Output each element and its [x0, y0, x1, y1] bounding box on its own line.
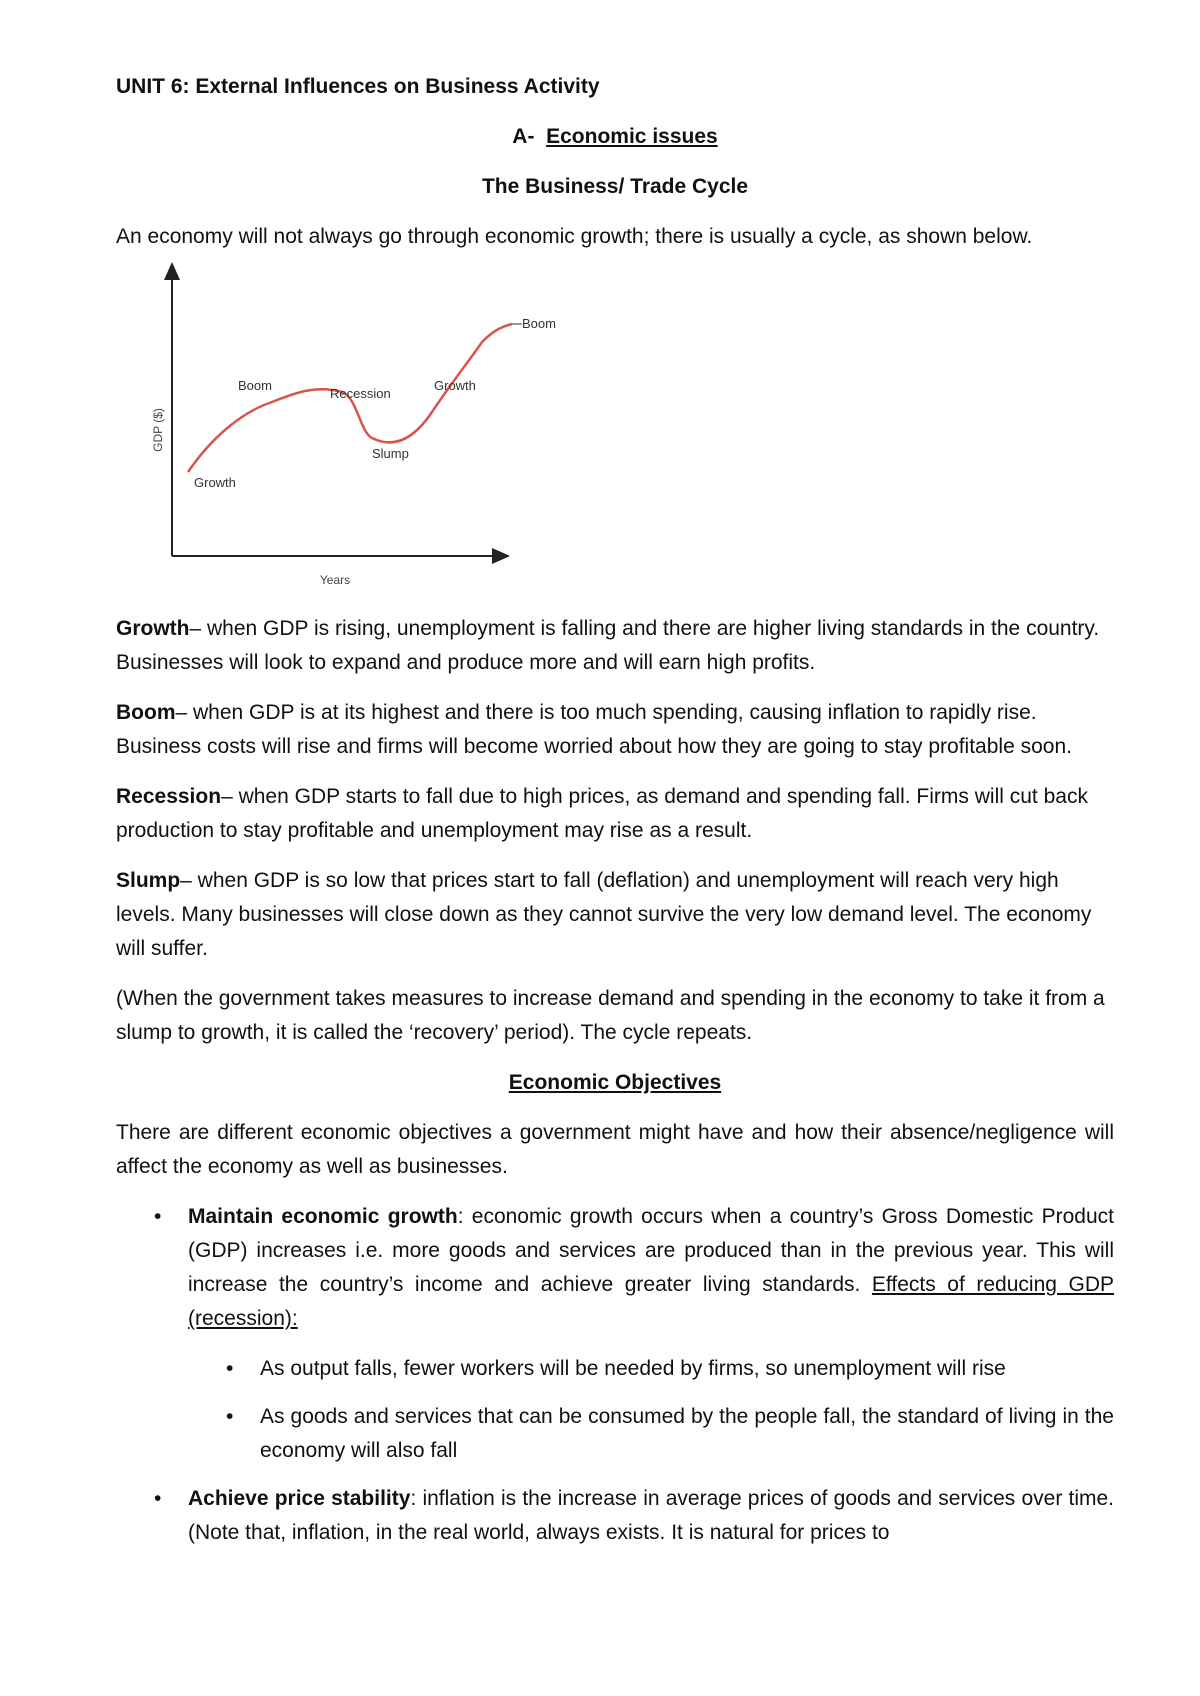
objectives-list [116, 1200, 1114, 1550]
definition-term: Recession [116, 785, 222, 808]
intro-text: An economy will not always go through economic growth; there is usually a cycle, as shown below. [116, 225, 1033, 248]
section-title: Economic issues [546, 125, 718, 148]
objective-subpoint: • As output falls, fewer workers will be needed by firms, so unemployment will rise [116, 1352, 1114, 1386]
objective-title: Maintain economic growth [188, 1205, 458, 1228]
phase-label-growth-2: Growth [434, 378, 476, 393]
definition-boom [116, 696, 1114, 764]
definition-text: – when GDP starts to fall due to high prices, as demand and spending fall. Firms will cut back production to stay profitable and unemployment may rise as a result. [116, 785, 1088, 842]
definition-term: Slump [116, 869, 181, 892]
objective-item [116, 1482, 1114, 1550]
section-heading [116, 120, 1114, 154]
recovery-note: (When the government takes measures to increase demand and spending in the economy to take it from a slump to growth, it is called the ‘recovery’ period). The cycle repeats. [116, 987, 1105, 1044]
objectives-intro: There are different economic objectives a government might have and how their absence/negligence will affect the economy as well as businesses. [116, 1121, 1114, 1178]
cycle-heading: The Business/ Trade Cycle [481, 175, 749, 198]
definition-term: Boom [116, 701, 176, 724]
objective-text: : inflation is the increase in average prices of goods and services over time. (Note that, inflation, in the real world, always exists. It is natural for prices to [188, 1487, 1114, 1544]
phase-label-growth-1: Growth [194, 475, 236, 490]
definition-text: – when GDP is rising, unemployment is falling and there are higher living standards in the country. Businesses will look to expand and produce more and will earn high profits. [116, 617, 1100, 674]
definition-term: Growth [116, 617, 190, 640]
phase-label-recession: Recession [330, 386, 391, 401]
definition-text: – when GDP is so low that prices start to fall (deflation) and unemployment will reach very high levels. Many businesses will close down as they cannot survive the very low demand level. The economy will suffer. [116, 869, 1092, 960]
objective-item [116, 1200, 1114, 1336]
definition-text: – when GDP is at its highest and there is too much spending, causing inflation to rapidly rise. Business costs will rise and firms will become worried about how they are going to stay profitable soon. [116, 701, 1072, 758]
objective-title: Achieve price stability [188, 1487, 411, 1510]
objective-text: : economic growth occurs when a country’s Gross Domestic Product (GDP) increases i.e. more goods and services are produced than in the previous year. This will increase the country’s income and achieve greater living standards. [188, 1205, 1114, 1296]
definition-recession [116, 780, 1114, 848]
unit-title: UNIT 6: External Influences on Business Activity [116, 75, 600, 98]
objective-effects-heading: Effects of reducing GDP (recession): [188, 1273, 1114, 1330]
phase-label-boom-1: Boom [238, 378, 272, 393]
definition-slump [116, 864, 1114, 966]
x-axis-label: Years [319, 573, 351, 587]
business-cycle-diagram [132, 262, 572, 592]
phase-label-boom-2: Boom [522, 316, 556, 331]
section-prefix: A- [512, 125, 535, 148]
definition-growth [116, 612, 1114, 680]
document-page [116, 70, 1114, 1566]
business-cycle-figure [132, 262, 572, 592]
objectives-heading: Economic Objectives [508, 1071, 722, 1094]
phase-label-slump: Slump [372, 446, 409, 461]
objective-subpoint: • As goods and services that can be consumed by the people fall, the standard of living in the economy will also fall [116, 1400, 1114, 1468]
y-axis-label: GDP ($) [151, 408, 165, 452]
